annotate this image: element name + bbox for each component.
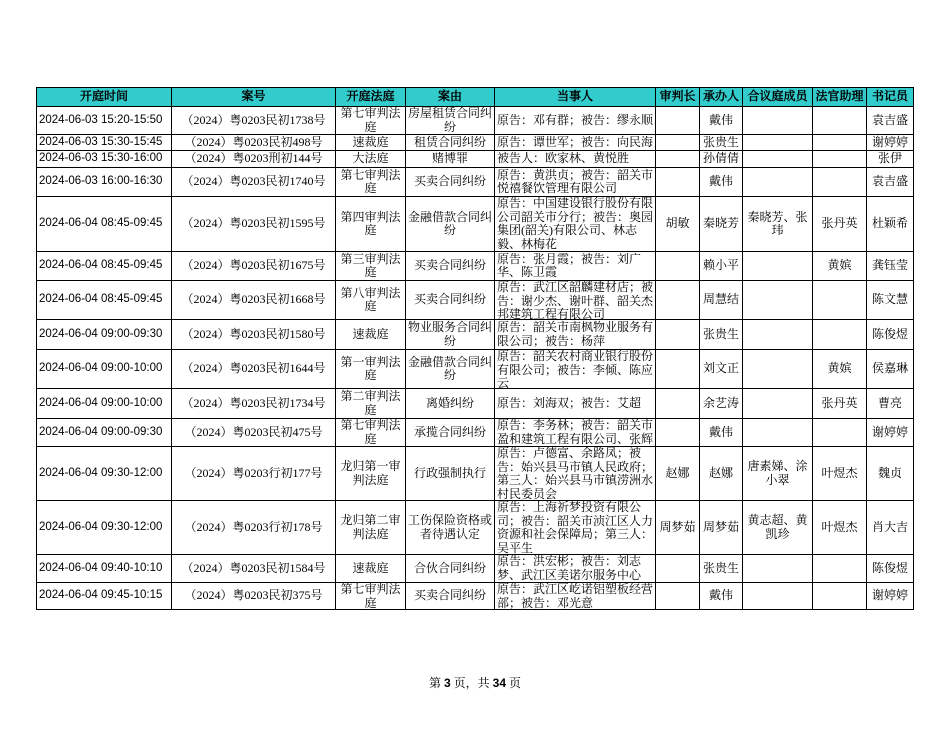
cell-presiding-judge <box>656 151 700 168</box>
cell-text: （2024）粤0203民初1580号 <box>181 326 326 341</box>
cell-time <box>37 107 172 135</box>
cell-presiding-judge <box>656 281 700 320</box>
court-schedule-table <box>36 87 914 610</box>
cell-cause <box>406 252 495 281</box>
header-case-number <box>172 88 336 107</box>
cell-judge-assistant <box>813 197 867 252</box>
cell-clerk <box>867 151 914 168</box>
footer-prefix: 第 <box>428 676 444 690</box>
cell-cause <box>406 501 495 555</box>
cell-text: 第一审判法庭 <box>340 354 401 382</box>
cell-cause <box>406 555 495 583</box>
cell-handler <box>700 151 743 168</box>
cell-text: 第七审判法庭 <box>340 107 401 134</box>
cell-time <box>37 281 172 320</box>
cell-text: 2024-06-04 09:30-12:00 <box>39 466 163 479</box>
cell-clerk <box>867 320 914 350</box>
header-judge-assistant <box>813 88 867 107</box>
cell-clerk <box>867 350 914 389</box>
cell-text: （2024）粤0203民初1734号 <box>181 395 326 410</box>
cell-text: 2024-06-03 15:30-15:45 <box>39 135 163 148</box>
cell-judge-assistant <box>813 555 867 583</box>
cell-text: 2024-06-03 15:30-16:00 <box>39 152 163 165</box>
cell-text: （2024）粤0203民初1584号 <box>181 560 326 575</box>
cell-clerk <box>867 419 914 447</box>
cell-text: 陈俊煜 <box>871 326 908 341</box>
cell-judge-assistant <box>813 447 867 501</box>
cell-text: （2024）粤0203刑初144号 <box>184 151 323 166</box>
cell-text: 张丹英 <box>821 395 858 410</box>
current-page-number: 3 <box>443 676 451 690</box>
footer-suffix: 页 <box>506 676 522 690</box>
cell-clerk <box>867 168 914 197</box>
cell-panel-members <box>743 107 813 135</box>
cell-judge-assistant <box>813 389 867 419</box>
cell-case-number <box>172 419 336 447</box>
cell-handler <box>700 197 743 252</box>
cell-text: 戴伟 <box>708 424 733 439</box>
cell-case-number <box>172 197 336 252</box>
cell-text: 唐素娣、涂小翠 <box>747 459 808 487</box>
cell-text: 工伤保险资格或者待遇认定 <box>408 513 493 541</box>
cell-handler <box>700 350 743 389</box>
cell-panel-members <box>743 501 813 555</box>
cell-time <box>37 135 172 151</box>
cell-parties <box>495 583 656 610</box>
cell-court <box>336 135 406 151</box>
footer-middle: 页，共 <box>450 676 493 690</box>
cell-text: 2024-06-03 16:00-16:30 <box>39 175 163 188</box>
cell-text: 2024-06-04 09:00-10:00 <box>39 362 163 375</box>
cell-time <box>37 168 172 197</box>
cell-time <box>37 197 172 252</box>
cell-court <box>336 320 406 350</box>
cell-text: 黄嫔 <box>827 258 852 273</box>
header-label: 审判长 <box>659 89 696 104</box>
cell-text: 买卖合同纠纷 <box>413 292 486 307</box>
cell-clerk <box>867 252 914 281</box>
cell-presiding-judge <box>656 350 700 389</box>
cell-judge-assistant <box>813 320 867 350</box>
cell-judge-assistant <box>813 252 867 281</box>
cell-text: 行政强制执行 <box>413 465 486 480</box>
cell-panel-members <box>743 555 813 583</box>
cell-parties <box>495 168 656 197</box>
cell-text: 原告：黄洪贞；被告：韶关市悦禧餐饮管理有限公司 <box>497 168 654 195</box>
cell-judge-assistant <box>813 281 867 320</box>
cell-time <box>37 252 172 281</box>
cell-text: 戴伟 <box>708 588 733 603</box>
cell-time <box>37 350 172 389</box>
page-footer <box>0 676 950 690</box>
cell-text: 周梦茹 <box>659 519 696 534</box>
cell-text: 龙归第一审判法庭 <box>340 459 401 487</box>
cell-text: （2024）粤0203民初1675号 <box>181 258 326 273</box>
header-label: 当事人 <box>556 89 593 104</box>
cell-text: 侯嘉琳 <box>871 361 908 376</box>
cell-panel-members <box>743 197 813 252</box>
cell-presiding-judge <box>656 389 700 419</box>
cell-parties <box>495 447 656 501</box>
cell-clerk <box>867 389 914 419</box>
cell-text: 2024-06-03 15:20-15:50 <box>39 113 163 126</box>
cell-handler <box>700 168 743 197</box>
cell-text: 原告：韶关市南枫物业服务有限公司；被告：杨萍 <box>497 320 654 348</box>
cell-parties <box>495 252 656 281</box>
cell-text: 第三审判法庭 <box>340 252 401 279</box>
cell-case-number <box>172 320 336 350</box>
cell-panel-members <box>743 151 813 168</box>
cell-text: 第七审判法庭 <box>340 583 401 610</box>
cell-text: 赖小平 <box>702 258 739 273</box>
cell-court <box>336 583 406 610</box>
cell-clerk <box>867 281 914 320</box>
cell-presiding-judge <box>656 107 700 135</box>
cell-court <box>336 419 406 447</box>
cell-text: 赵娜 <box>665 465 690 480</box>
cell-text: 胡敏 <box>665 216 690 231</box>
cell-parties <box>495 501 656 555</box>
header-label: 开庭时间 <box>79 89 128 104</box>
header-time <box>37 88 172 107</box>
header-cause <box>406 88 495 107</box>
cell-text: （2024）粤0203民初1644号 <box>181 361 326 376</box>
cell-text: （2024）粤0203行初177号 <box>184 465 323 480</box>
cell-handler <box>700 501 743 555</box>
cell-clerk <box>867 447 914 501</box>
cell-text: （2024）粤0203民初1668号 <box>181 292 326 307</box>
cell-text: 谢婷婷 <box>871 135 908 149</box>
header-label: 承办人 <box>702 89 739 104</box>
cell-case-number <box>172 151 336 168</box>
header-label: 法官助理 <box>815 89 864 104</box>
cell-text: 2024-06-04 08:45-09:45 <box>39 217 163 230</box>
cell-text: 刘文正 <box>702 361 739 376</box>
cell-handler <box>700 447 743 501</box>
cell-clerk <box>867 555 914 583</box>
cell-cause <box>406 135 495 151</box>
cell-text: 房屋租赁合同纠纷 <box>408 107 493 134</box>
cell-presiding-judge <box>656 447 700 501</box>
cell-text: 离婚纠纷 <box>425 395 474 410</box>
cell-text: 第七审判法庭 <box>340 419 401 446</box>
cell-panel-members <box>743 252 813 281</box>
cell-panel-members <box>743 168 813 197</box>
cell-text: 金融借款合同纠纷 <box>408 354 493 382</box>
cell-parties <box>495 197 656 252</box>
cell-text: 第七审判法庭 <box>340 168 401 195</box>
cell-case-number <box>172 501 336 555</box>
cell-cause <box>406 151 495 168</box>
cell-panel-members <box>743 350 813 389</box>
cell-parties <box>495 419 656 447</box>
cell-judge-assistant <box>813 350 867 389</box>
cell-text: 周梦茹 <box>702 519 739 534</box>
cell-court <box>336 389 406 419</box>
cell-time <box>37 320 172 350</box>
cell-judge-assistant <box>813 107 867 135</box>
cell-panel-members <box>743 419 813 447</box>
cell-court <box>336 281 406 320</box>
cell-handler <box>700 583 743 610</box>
cell-presiding-judge <box>656 252 700 281</box>
cell-text: （2024）粤0203民初1740号 <box>181 174 326 189</box>
cell-text: 原告：韶关农村商业银行股份有限公司；被告：李倾、陈应云 <box>497 350 654 389</box>
cell-presiding-judge <box>656 168 700 197</box>
cell-text: 2024-06-04 09:45-10:15 <box>39 589 163 602</box>
cell-court <box>336 350 406 389</box>
cell-cause <box>406 168 495 197</box>
cell-text: 原告：卢德富、余路凤；被告：始兴县马市镇人民政府；第三人：始兴县马市镇涝洲水村民委员会 <box>497 447 654 501</box>
cell-presiding-judge <box>656 135 700 151</box>
header-handler <box>700 88 743 107</box>
cell-handler <box>700 107 743 135</box>
cell-cause <box>406 281 495 320</box>
cell-text: 秦晓芳 <box>702 216 739 231</box>
cell-text: 2024-06-04 09:00-09:30 <box>39 327 163 340</box>
cell-case-number <box>172 555 336 583</box>
cell-text: 陈文慧 <box>871 292 908 307</box>
cell-parties <box>495 135 656 151</box>
cell-text: 合伙合同纠纷 <box>413 560 486 575</box>
cell-text: 2024-06-04 09:00-10:00 <box>39 396 163 409</box>
cell-court <box>336 447 406 501</box>
cell-case-number <box>172 107 336 135</box>
cell-text: 2024-06-04 09:00-09:30 <box>39 425 163 438</box>
cell-handler <box>700 281 743 320</box>
cell-handler <box>700 252 743 281</box>
cell-text: 袁吉盛 <box>871 174 908 189</box>
cell-text: 承揽合同纠纷 <box>413 424 486 439</box>
cell-cause <box>406 389 495 419</box>
cell-presiding-judge <box>656 555 700 583</box>
cell-clerk <box>867 107 914 135</box>
cell-case-number <box>172 252 336 281</box>
cell-text: 肖大吉 <box>871 519 908 534</box>
cell-time <box>37 447 172 501</box>
total-page-count: 34 <box>492 676 507 690</box>
header-label: 开庭法庭 <box>346 89 395 104</box>
cell-text: 速裁庭 <box>352 560 389 575</box>
header-label: 案由 <box>437 89 462 104</box>
cell-text: 2024-06-04 08:45-09:45 <box>39 259 163 272</box>
cell-panel-members <box>743 320 813 350</box>
cell-text: 物业服务合同纠纷 <box>408 320 493 348</box>
cell-court <box>336 168 406 197</box>
cell-cause <box>406 107 495 135</box>
cell-judge-assistant <box>813 135 867 151</box>
cell-presiding-judge <box>656 419 700 447</box>
cell-text: 张伊 <box>877 151 902 166</box>
cell-clerk <box>867 583 914 610</box>
cell-text: 张贵生 <box>702 135 739 149</box>
cell-court <box>336 197 406 252</box>
cell-panel-members <box>743 135 813 151</box>
cell-time <box>37 151 172 168</box>
header-court <box>336 88 406 107</box>
cell-text: 袁吉盛 <box>871 112 908 127</box>
cell-text: 原告：上海祈梦投资有限公司；被告：韶关市浈江区人力资源和社会保障局；第三人：吴平生 <box>497 501 654 555</box>
cell-text: 原告：李务林；被告：韶关市盈和建筑工程有限公司、张辉 <box>497 419 654 446</box>
cell-case-number <box>172 281 336 320</box>
cell-handler <box>700 419 743 447</box>
header-presiding-judge <box>656 88 700 107</box>
cell-text: 原告：武江区屹诺铝塑板经营部；被告：邓光意 <box>497 583 654 610</box>
cell-text: 原告：洪宏彬；被告：刘志梦、武江区美诺尔服务中心 <box>497 555 642 582</box>
cell-text: （2024）粤0203民初475号 <box>184 424 323 439</box>
cell-text: 秦晓芳、张玮 <box>747 209 808 237</box>
cell-judge-assistant <box>813 501 867 555</box>
cell-text: 第二审判法庭 <box>340 389 401 417</box>
cell-cause <box>406 419 495 447</box>
cell-text: 张丹英 <box>821 216 858 231</box>
cell-text: （2024）粤0203民初1738号 <box>181 112 326 127</box>
cell-text: 余艺涛 <box>702 395 739 410</box>
header-clerk <box>867 88 914 107</box>
cell-handler <box>700 555 743 583</box>
cell-text: 魏贞 <box>877 465 902 480</box>
cell-text: 2024-06-04 09:30-12:00 <box>39 520 163 533</box>
cell-text: 原告：刘海双；被告：艾超 <box>497 395 642 410</box>
cell-text: 买卖合同纠纷 <box>413 588 486 603</box>
cell-panel-members <box>743 281 813 320</box>
cell-text: 速裁庭 <box>352 326 389 341</box>
cell-parties <box>495 389 656 419</box>
cell-text: 赌博罪 <box>431 151 468 166</box>
cell-text: 2024-06-04 09:40-10:10 <box>39 561 163 574</box>
cell-text: 赵娜 <box>708 465 733 480</box>
cell-text: 2024-06-04 08:45-09:45 <box>39 293 163 306</box>
cell-case-number <box>172 389 336 419</box>
cell-text: 周慧结 <box>702 292 739 307</box>
cell-text: 黄志超、黄凯珍 <box>747 513 808 541</box>
cell-presiding-judge <box>656 197 700 252</box>
cell-clerk <box>867 197 914 252</box>
cell-text: 原告：谭世军；被告：向民海 <box>497 135 654 149</box>
cell-handler <box>700 135 743 151</box>
cell-presiding-judge <box>656 583 700 610</box>
cell-text: 大法庭 <box>352 151 389 166</box>
cell-text: 陈俊煜 <box>871 560 908 575</box>
cell-text: 曹亮 <box>877 395 902 410</box>
cell-text: 原告：邓有群；被告：缪永顺 <box>497 112 654 127</box>
cell-text: 买卖合同纠纷 <box>413 258 486 273</box>
cell-presiding-judge <box>656 501 700 555</box>
cell-text: 孙倩倩 <box>702 151 739 166</box>
cell-court <box>336 107 406 135</box>
cell-text: 谢婷婷 <box>871 588 908 603</box>
cell-text: 第八审判法庭 <box>340 285 401 313</box>
cell-text: 叶煜杰 <box>821 465 858 480</box>
header-panel-members <box>743 88 813 107</box>
header-label: 书记员 <box>871 89 908 104</box>
cell-text: （2024）粤0203民初1595号 <box>181 216 326 231</box>
cell-case-number <box>172 168 336 197</box>
cell-text: 原告：武江区韶麟建材店；被告：谢少杰、谢叶群、韶关杰邦建筑工程有限公司 <box>497 281 654 320</box>
cell-panel-members <box>743 389 813 419</box>
cell-time <box>37 555 172 583</box>
cell-cause <box>406 350 495 389</box>
cell-handler <box>700 389 743 419</box>
cell-text: 租赁合同纠纷 <box>413 135 486 149</box>
cell-time <box>37 583 172 610</box>
cell-text: 速裁庭 <box>352 135 389 149</box>
header-label: 案号 <box>241 89 266 104</box>
cell-text: 戴伟 <box>708 174 733 189</box>
cell-parties <box>495 107 656 135</box>
cell-parties <box>495 151 656 168</box>
cell-text: 黄嫔 <box>827 361 852 376</box>
cell-text: 戴伟 <box>708 112 733 127</box>
cell-case-number <box>172 135 336 151</box>
cell-cause <box>406 447 495 501</box>
cell-text: 杜颖希 <box>871 216 908 231</box>
cell-text: （2024）粤0203民初498号 <box>184 135 323 149</box>
cell-handler <box>700 320 743 350</box>
cell-text: 原告：张月霞；被告：刘广华、陈卫霞 <box>497 252 642 279</box>
cell-clerk <box>867 135 914 151</box>
cell-presiding-judge <box>656 320 700 350</box>
cell-parties <box>495 555 656 583</box>
cell-text: 买卖合同纠纷 <box>413 174 486 189</box>
cell-cause <box>406 320 495 350</box>
cell-text: 金融借款合同纠纷 <box>408 209 493 237</box>
cell-parties <box>495 281 656 320</box>
cell-text: 被告人：欧家林、黄悦胜 <box>497 151 630 166</box>
cell-case-number <box>172 583 336 610</box>
cell-parties <box>495 350 656 389</box>
cell-judge-assistant <box>813 151 867 168</box>
cell-time <box>37 419 172 447</box>
cell-text: 第四审判法庭 <box>340 209 401 237</box>
cell-text: 龙归第二审判法庭 <box>340 513 401 541</box>
cell-court <box>336 151 406 168</box>
cell-judge-assistant <box>813 168 867 197</box>
cell-text: （2024）粤0203民初375号 <box>184 588 323 603</box>
cell-time <box>37 389 172 419</box>
cell-text: 龚钰莹 <box>871 258 908 273</box>
cell-text: 原告：中国建设银行股份有限公司韶关市分行；被告：奥园集团(韶关)有限公司、林志毅、林梅花 <box>497 197 654 251</box>
cell-judge-assistant <box>813 583 867 610</box>
header-label: 合议庭成员 <box>747 89 808 104</box>
cell-court <box>336 501 406 555</box>
cell-case-number <box>172 350 336 389</box>
cell-text: 谢婷婷 <box>871 424 908 439</box>
cell-panel-members <box>743 583 813 610</box>
cell-cause <box>406 197 495 252</box>
cell-text: （2024）粤0203行初178号 <box>184 519 323 534</box>
cell-cause <box>406 583 495 610</box>
cell-case-number <box>172 447 336 501</box>
cell-court <box>336 555 406 583</box>
cell-clerk <box>867 501 914 555</box>
cell-time <box>37 501 172 555</box>
cell-parties <box>495 320 656 350</box>
cell-judge-assistant <box>813 419 867 447</box>
cell-court <box>336 252 406 281</box>
cell-text: 张贵生 <box>702 560 739 575</box>
cell-text: 叶煜杰 <box>821 519 858 534</box>
cell-text: 张贵生 <box>702 326 739 341</box>
header-parties <box>495 88 656 107</box>
cell-panel-members <box>743 447 813 501</box>
